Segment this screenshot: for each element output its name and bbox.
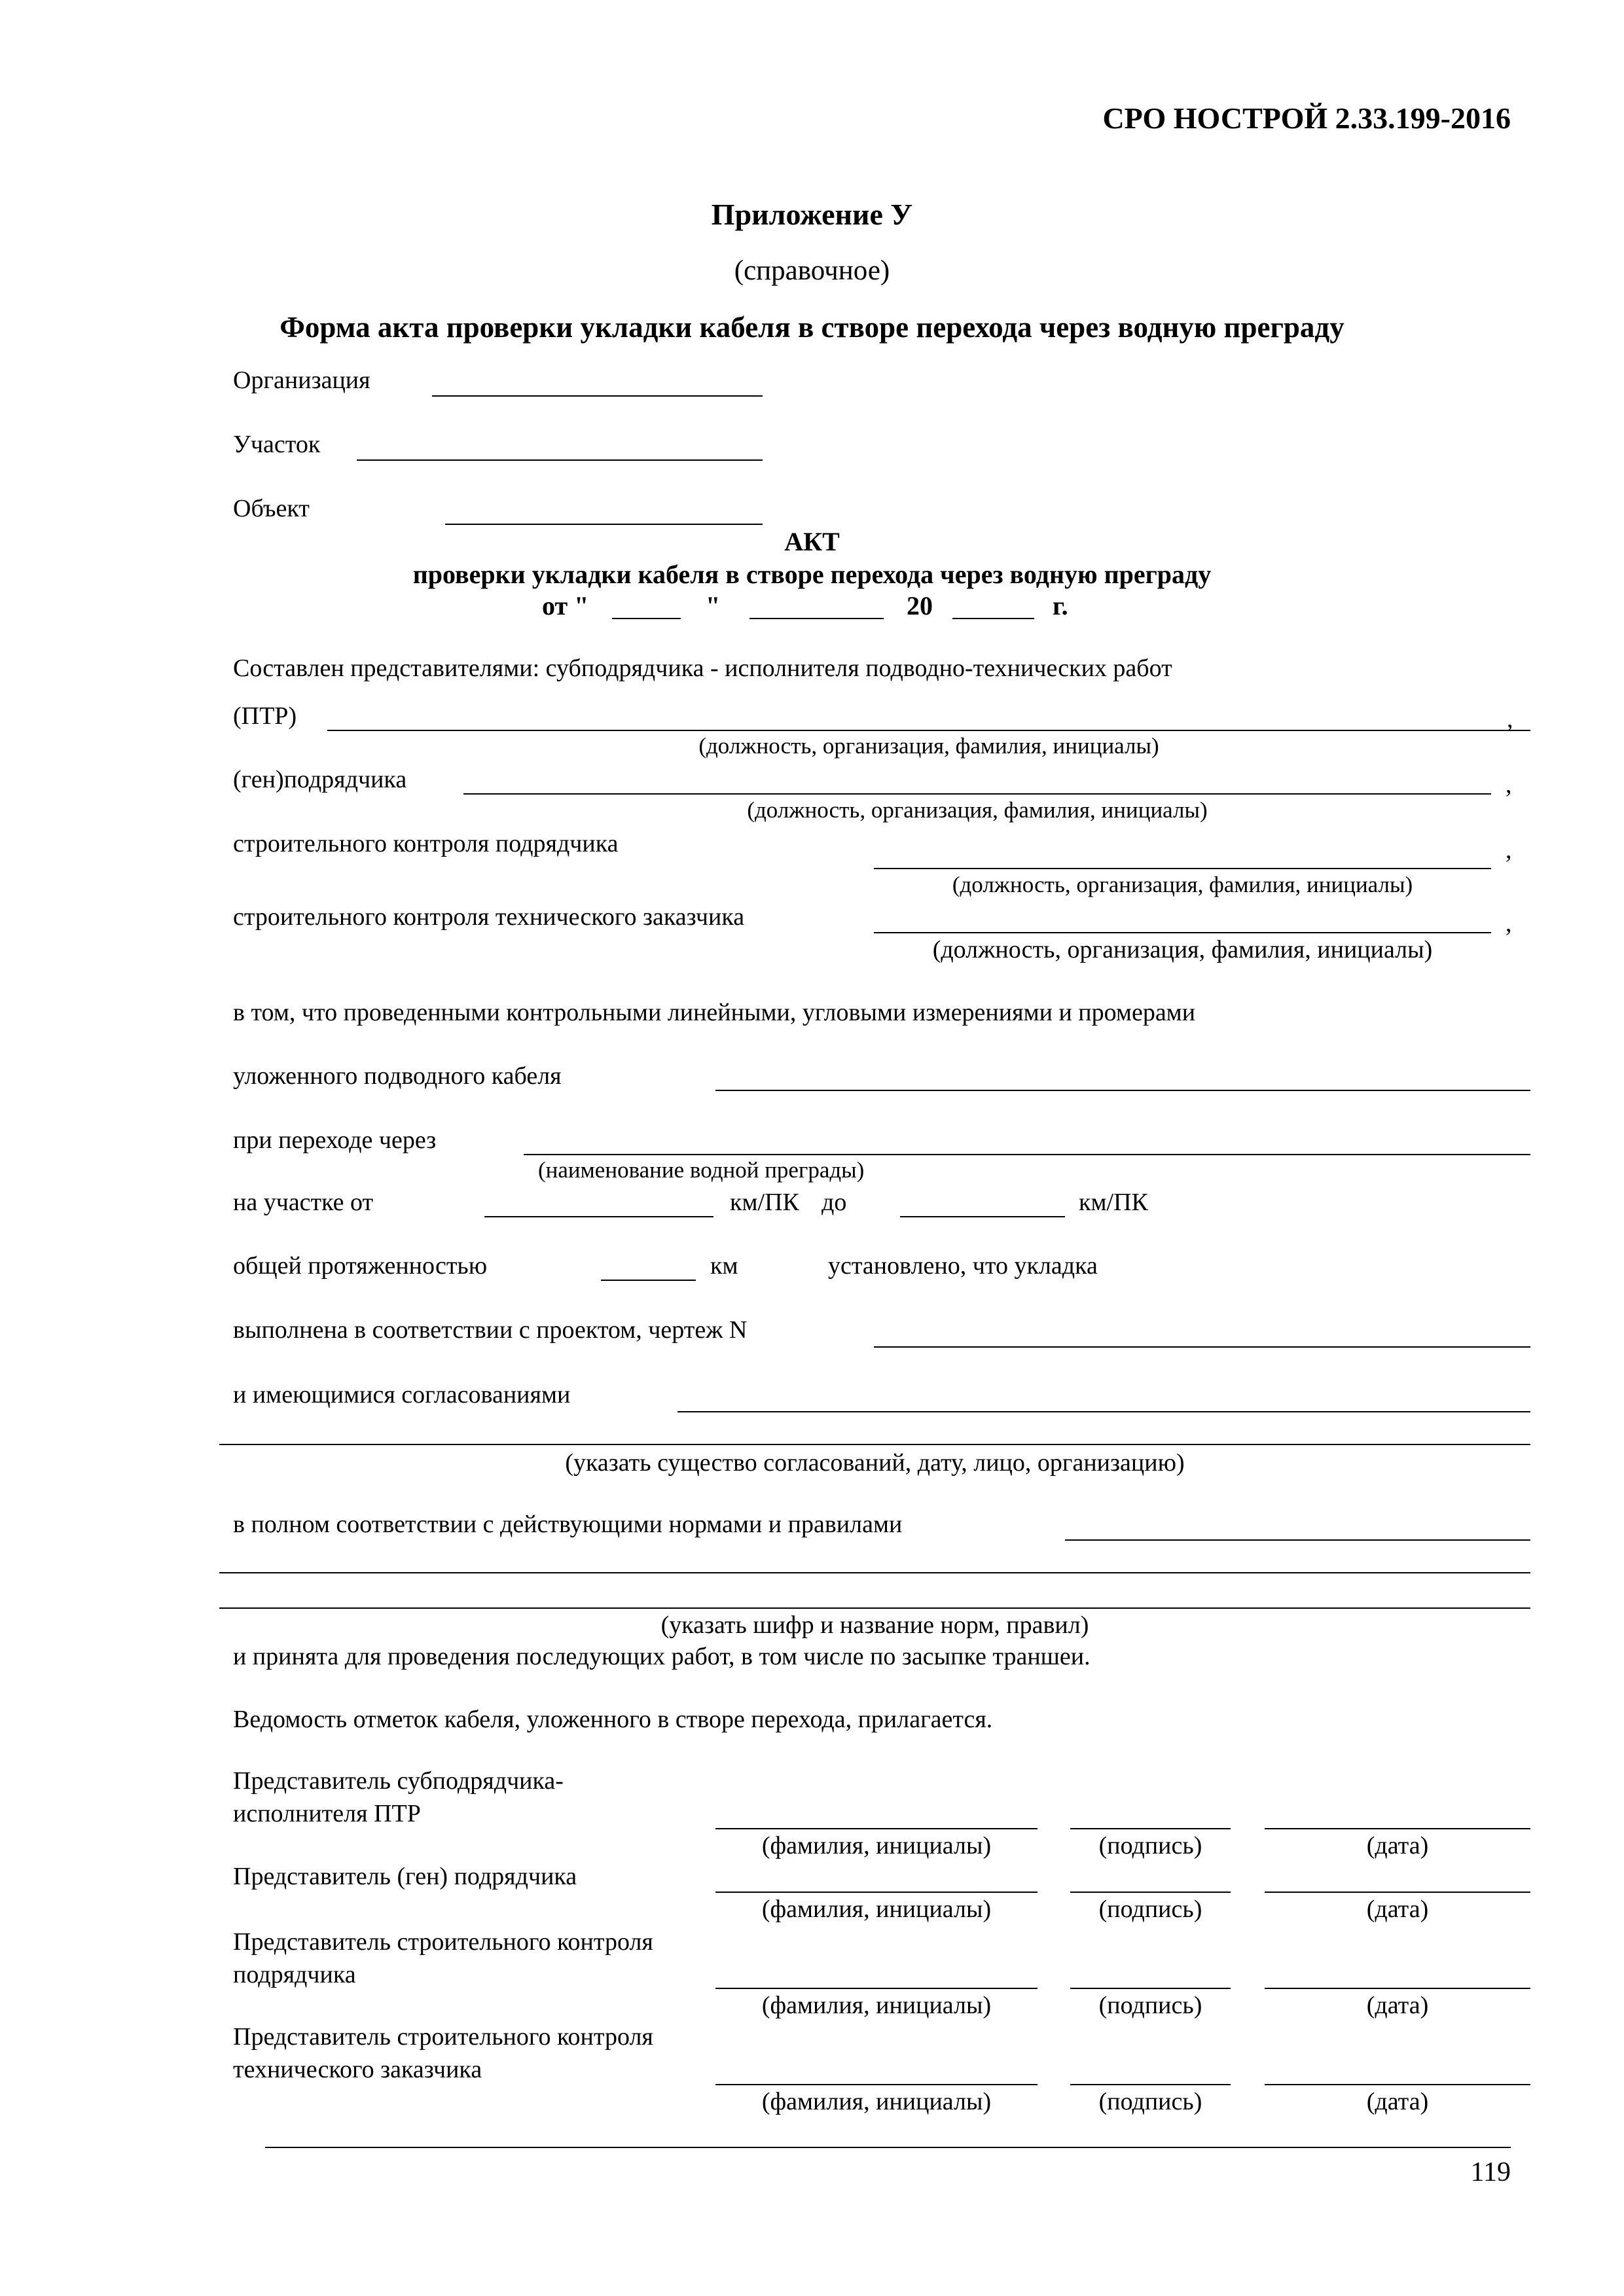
norms-line-2 bbox=[219, 1572, 1530, 1573]
rep2-date-line bbox=[1265, 1892, 1530, 1893]
construction-control-customer-caption: (должность, организация, фамилия, инициалы) bbox=[932, 936, 1433, 963]
object-line bbox=[445, 524, 763, 525]
rep1-name-caption: (фамилия, инициалы) bbox=[761, 1832, 992, 1859]
rep3-sign-line bbox=[1070, 1988, 1231, 1989]
section-line bbox=[357, 459, 763, 461]
crossing-label: при переходе через bbox=[233, 1126, 437, 1154]
document-code: СРО НОСТРОЙ 2.33.199-2016 bbox=[1102, 101, 1511, 135]
date-year-line bbox=[952, 618, 1034, 619]
approvals-line-2 bbox=[219, 1444, 1530, 1445]
date-from: от " bbox=[542, 591, 589, 620]
act-title: АКТ bbox=[784, 527, 840, 556]
norms-caption: (указать шифр и название норм, правил) bbox=[660, 1611, 1089, 1639]
rep-subcontractor-label-2: исполнителя ПТР bbox=[233, 1800, 421, 1827]
rep4-date-line bbox=[1265, 2084, 1530, 2085]
km-unit: км bbox=[710, 1252, 738, 1280]
page-number: 119 bbox=[1470, 2157, 1511, 2187]
date-day-line bbox=[612, 618, 681, 619]
ptr-comma: , bbox=[1507, 706, 1513, 733]
gen-contractor-comma: , bbox=[1506, 771, 1512, 798]
rep-control-customer-label-1: Представитель строительного контроля bbox=[233, 2023, 653, 2051]
rep3-sign-caption: (подпись) bbox=[1098, 1992, 1202, 2019]
organization-line bbox=[432, 395, 763, 397]
attached-text: Ведомость отметок кабеля, уложенного в створе перехода, прилагается. bbox=[233, 1706, 993, 1733]
rep-gen-contractor-label: Представитель (ген) подрядчика bbox=[233, 1863, 577, 1890]
date-century: 20 bbox=[907, 591, 933, 620]
crossing-line bbox=[524, 1154, 1530, 1155]
rep2-date-caption: (дата) bbox=[1366, 1895, 1429, 1923]
date-quote: " bbox=[706, 591, 721, 620]
laid-cable-line bbox=[715, 1090, 1530, 1091]
construction-control-customer-line bbox=[874, 932, 1491, 933]
form-title: Форма акта проверки укладки кабеля в створе перехода через водную преграду bbox=[280, 311, 1344, 344]
total-length-label: общей протяженностью bbox=[233, 1252, 488, 1280]
ptr-line bbox=[327, 730, 1530, 731]
rep4-date-caption: (дата) bbox=[1366, 2088, 1429, 2115]
drawing-number-line bbox=[874, 1346, 1530, 1348]
construction-control-contractor-label: строительного контроля подрядчика bbox=[233, 830, 619, 857]
act-subtitle: проверки укладки кабеля в створе перехода через водную преграду bbox=[412, 560, 1212, 589]
rep4-sign-line bbox=[1070, 2084, 1231, 2085]
composed-text: Составлен представителями: субподрядчика - исполнителя подводно-технических работ bbox=[233, 655, 1172, 682]
approvals-label: и имеющимися согласованиями bbox=[233, 1381, 571, 1408]
norms-label: в полном соответствии с действующими нормами и правилами bbox=[233, 1511, 903, 1538]
rep-control-customer-label-2: технического заказчика bbox=[233, 2056, 482, 2083]
accepted-text: и принята для проведения последующих работ, в том числе по засыпке траншеи. bbox=[233, 1643, 1091, 1670]
construction-control-contractor-comma: , bbox=[1506, 836, 1512, 864]
ptr-caption: (должность, организация, фамилия, инициалы) bbox=[698, 733, 1159, 759]
rep4-sign-caption: (подпись) bbox=[1098, 2088, 1202, 2115]
appendix-subtitle: (справочное) bbox=[734, 255, 890, 286]
rep1-date-line bbox=[1265, 1828, 1530, 1829]
rep1-date-caption: (дата) bbox=[1366, 1832, 1429, 1859]
gen-contractor-line bbox=[463, 793, 1491, 795]
km-pk-to: км/ПК bbox=[1079, 1189, 1148, 1216]
norms-line bbox=[1065, 1539, 1530, 1541]
to-label: до bbox=[821, 1189, 847, 1216]
rep-subcontractor-label-1: Представитель субподрядчика- bbox=[233, 1767, 564, 1795]
rep-control-contractor-label-1: Представитель строительного контроля bbox=[233, 1928, 653, 1956]
rep2-sign-caption: (подпись) bbox=[1098, 1895, 1202, 1923]
section-from-label: на участке от bbox=[233, 1189, 374, 1216]
gen-contractor-caption: (должность, организация, фамилия, инициалы) bbox=[747, 797, 1208, 823]
rep2-name-caption: (фамилия, инициалы) bbox=[761, 1895, 992, 1923]
rep1-sign-line bbox=[1070, 1828, 1231, 1829]
appendix-title: Приложение У bbox=[711, 198, 913, 231]
construction-control-contractor-line bbox=[874, 868, 1491, 869]
date-year-abbr: г. bbox=[1053, 591, 1068, 620]
approvals-line bbox=[677, 1411, 1530, 1412]
organization-label: Организация bbox=[233, 367, 370, 394]
section-from-line bbox=[484, 1216, 713, 1217]
section-to-line bbox=[900, 1216, 1065, 1217]
rep3-name-caption: (фамилия, инициалы) bbox=[761, 1992, 992, 2019]
rep3-name-line bbox=[715, 1988, 1038, 1989]
date-month-line bbox=[749, 618, 884, 619]
rep2-sign-line bbox=[1070, 1892, 1231, 1893]
footer-rule bbox=[265, 2147, 1511, 2148]
laid-cable-label: уложенного подводного кабеля bbox=[233, 1062, 562, 1090]
approvals-caption: (указать существо согласований, дату, лицо, организацию) bbox=[565, 1449, 1185, 1477]
km-pk-from: км/ПК bbox=[730, 1189, 799, 1216]
object-label: Объект bbox=[233, 495, 310, 522]
rep1-sign-caption: (подпись) bbox=[1098, 1832, 1202, 1859]
rep1-name-line bbox=[715, 1828, 1038, 1829]
water-barrier-caption: (наименование водной преграды) bbox=[538, 1157, 865, 1183]
rep2-name-line bbox=[715, 1892, 1038, 1893]
norms-line-3 bbox=[219, 1607, 1530, 1609]
rep3-date-caption: (дата) bbox=[1366, 1992, 1429, 2019]
measurements-text: в том, что проведенными контрольными линейными, угловыми измерениями и промерами bbox=[233, 999, 1196, 1026]
rep4-name-caption: (фамилия, инициалы) bbox=[761, 2088, 992, 2115]
construction-control-customer-comma: , bbox=[1506, 910, 1512, 937]
construction-control-contractor-caption: (должность, организация, фамилия, инициалы) bbox=[952, 872, 1413, 897]
rep3-date-line bbox=[1265, 1988, 1530, 1989]
rep-control-contractor-label-2: подрядчика bbox=[233, 1961, 356, 1988]
rep4-name-line bbox=[715, 2084, 1038, 2085]
ptr-label: (ПТР) bbox=[233, 702, 297, 730]
established-text: установлено, что укладка bbox=[828, 1252, 1098, 1280]
gen-contractor-label: (ген)подрядчика bbox=[233, 766, 407, 793]
per-project-label: выполнена в соответствии с проектом, чертеж N bbox=[233, 1316, 748, 1344]
construction-control-customer-label: строительного контроля технического заказчика bbox=[233, 903, 745, 931]
section-label: Участок bbox=[233, 431, 321, 458]
total-length-line bbox=[601, 1280, 696, 1281]
